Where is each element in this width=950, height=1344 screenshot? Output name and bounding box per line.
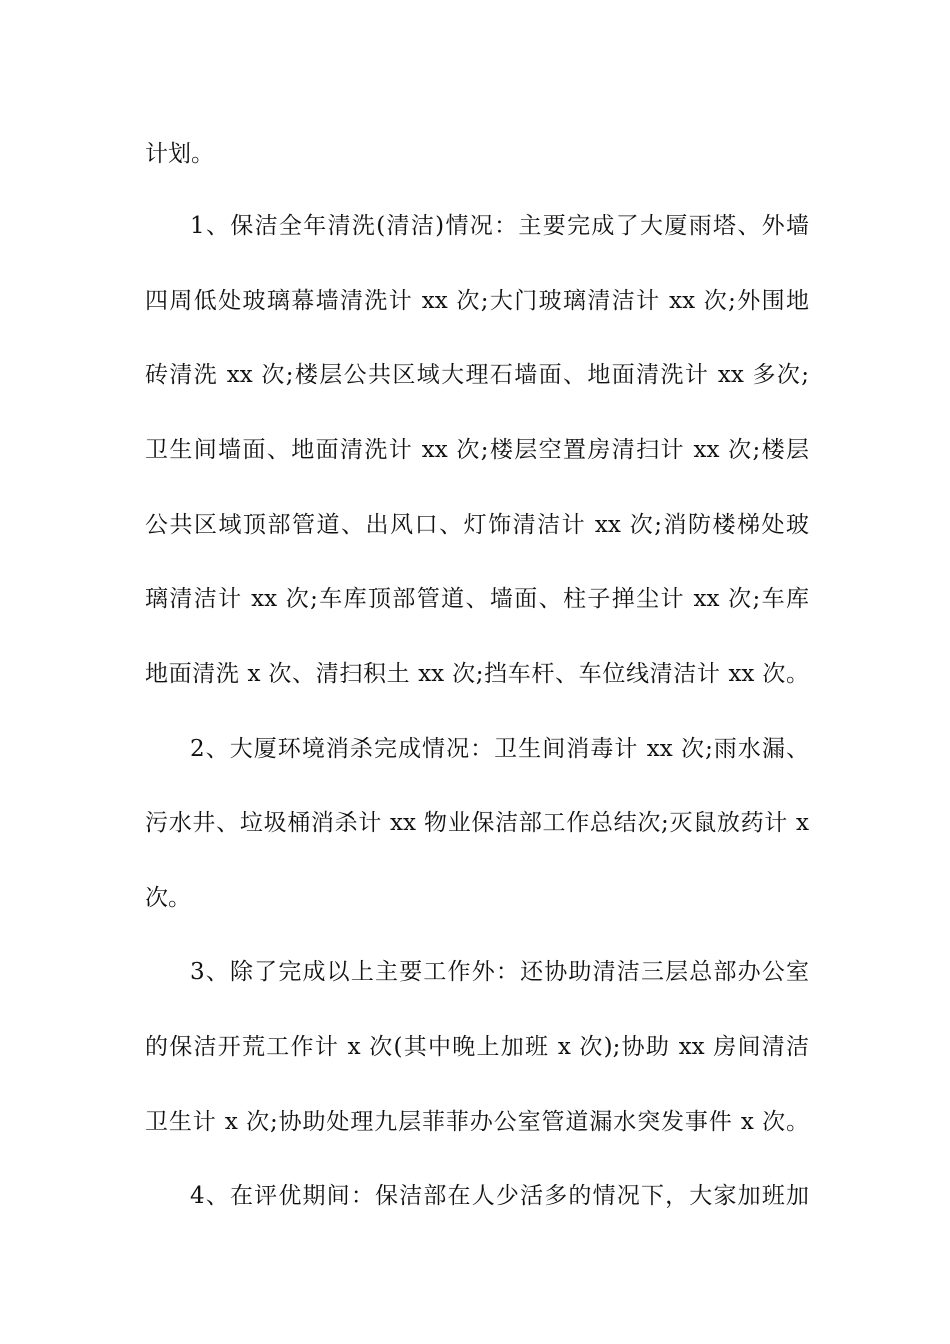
text-line-15: 4、在评优期间：保洁部在人少活多的情况下，大家加班加 <box>190 1183 809 1209</box>
text-line-2: 1、保洁全年清洗(清洁)情况：主要完成了大厦雨塔、外墙 <box>190 213 809 239</box>
text-line-5: 卫生间墙面、地面清洗计 xx 次;楼层空置房清扫计 xx 次;楼层 <box>145 437 809 463</box>
text-line-6: 公共区域顶部管道、出风口、灯饰清洁计 xx 次;消防楼梯处玻 <box>145 512 809 538</box>
text-line-10: 污水井、垃圾桶消杀计 xx 物业保洁部工作总结次;灭鼠放药计 x <box>145 810 809 836</box>
text-line-3: 四周低处玻璃幕墙清洗计 xx 次;大门玻璃清洁计 xx 次;外围地 <box>145 288 809 314</box>
text-line-9: 2、大厦环境消杀完成情况：卫生间消毒计 xx 次;雨水漏、 <box>190 736 809 762</box>
text-line-13: 的保洁开荒工作计 x 次(其中晚上加班 x 次);协助 xx 房间清洁 <box>145 1034 809 1060</box>
text-line-14: 卫生计 x 次;协助处理九层菲菲办公室管道漏水突发事件 x 次。 <box>145 1109 809 1135</box>
text-line-12: 3、除了完成以上主要工作外：还协助清洁三层总部办公室 <box>190 959 809 985</box>
text-line-4: 砖清洗 xx 次;楼层公共区域大理石墙面、地面清洗计 xx 多次; <box>145 362 809 388</box>
text-line-1: 计划。 <box>145 141 214 167</box>
text-line-8: 地面清洗 x 次、清扫积土 xx 次;挡车杆、车位线清洁计 xx 次。 <box>145 661 809 687</box>
text-line-11: 次。 <box>145 885 191 911</box>
text-line-7: 璃清洁计 xx 次;车库顶部管道、墙面、柱子掸尘计 xx 次;车库 <box>145 586 809 612</box>
